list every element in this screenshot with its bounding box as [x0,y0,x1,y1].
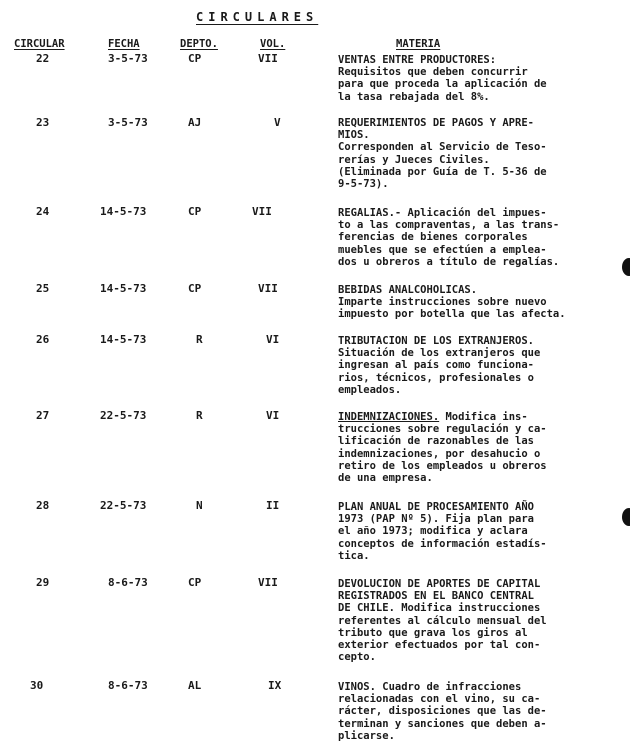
circular-depto: AL [188,679,202,692]
header-circular: CIRCULAR [14,38,65,50]
circular-vol: V [274,116,281,129]
circular-materia: REGALIAS.- Aplicación del impues- to a las compraventas, a las trans- ferencias de bienes corporales muebles que se efectúen a emplea- dos u obreros a título de regalías. [338,207,560,268]
circular-number: 29 [36,576,50,589]
circular-depto: CP [188,576,202,589]
circular-vol: VII [258,282,278,295]
circular-number: 27 [36,409,50,422]
circular-vol: VI [266,409,280,422]
circular-vol: VII [252,205,272,218]
circular-number: 22 [36,52,50,65]
circular-vol: VI [266,333,280,346]
circular-number: 30 [30,679,44,692]
circular-date: 3-5-73 [108,52,148,65]
circular-number: 23 [36,116,50,129]
circular-depto: AJ [188,116,202,129]
circular-depto: CP [188,205,202,218]
header-vol: VOL. [260,38,286,50]
circular-depto: R [196,333,203,346]
circular-depto: CP [188,282,202,295]
circular-materia: INDEMNIZACIONES. Modifica ins- trucciones sobre regulación y ca- lificación de razonables de las indemnizaciones, por desahucio o retiro de los empleados u obreros de una empresa. [338,411,547,485]
circular-date: 8-6-73 [108,576,148,589]
header-depto: DEPTO. [180,38,218,50]
circular-vol: VII [258,576,278,589]
circular-vol: IX [268,679,282,692]
circular-depto: R [196,409,203,422]
punch-hole [622,508,630,526]
page-title: CIRCULARES [196,10,319,24]
circular-materia: TRIBUTACION DE LOS EXTRANJEROS. Situación de los extranjeros que ingresan al país como funciona- rios, técnicos, profesionales o empleados. [338,335,541,396]
circular-date: 8-6-73 [108,679,148,692]
circular-depto: N [196,499,203,512]
circular-number: 24 [36,205,50,218]
circular-materia: VENTAS ENTRE PRODUCTORES: Requisitos que deben concurrir para que proceda la aplicación de la tasa rebajada del 8%. [338,54,547,103]
punch-hole [622,258,630,276]
circular-materia: BEBIDAS ANALCOHOLICAS. Imparte instrucciones sobre nuevo impuesto por botella que las afecta. [338,284,566,321]
circular-materia: VINOS. Cuadro de infracciones relacionadas con el vino, su ca- rácter, disposiciones que las de- terminan y sanciones que deben a- plicarse. [338,681,547,742]
circular-vol: VII [258,52,278,65]
circular-materia: REQUERIMIENTOS DE PAGOS Y APRE- MIOS. Corresponden al Servicio de Teso- rerías y Jueces Civiles. (Eliminada por Guía de T. 5-36 de 9-5-73). [338,117,547,191]
circular-materia: PLAN ANUAL DE PROCESAMIENTO AÑO 1973 (PAP Nº 5). Fija plan para el año 1973; modifica y aclara conceptos de información estadís- tica. [338,501,547,562]
circular-date: 14-5-73 [100,282,147,295]
circular-materia: DEVOLUCION DE APORTES DE CAPITAL REGISTRADOS EN EL BANCO CENTRAL DE CHILE. Modifica instrucciones referentes al cálculo mensual del tributo que grava los giros al exterior efectuados por tal con- cepto. [338,578,547,664]
circular-date: 14-5-73 [100,205,147,218]
header-fecha: FECHA [108,38,140,50]
circular-vol: II [266,499,280,512]
header-materia: MATERIA [396,38,441,50]
circular-date: 22-5-73 [100,409,147,422]
circular-number: 26 [36,333,50,346]
circular-date: 14-5-73 [100,333,147,346]
circular-number: 28 [36,499,50,512]
circular-number: 25 [36,282,50,295]
circular-date: 22-5-73 [100,499,147,512]
circular-depto: CP [188,52,202,65]
circular-date: 3-5-73 [108,116,148,129]
